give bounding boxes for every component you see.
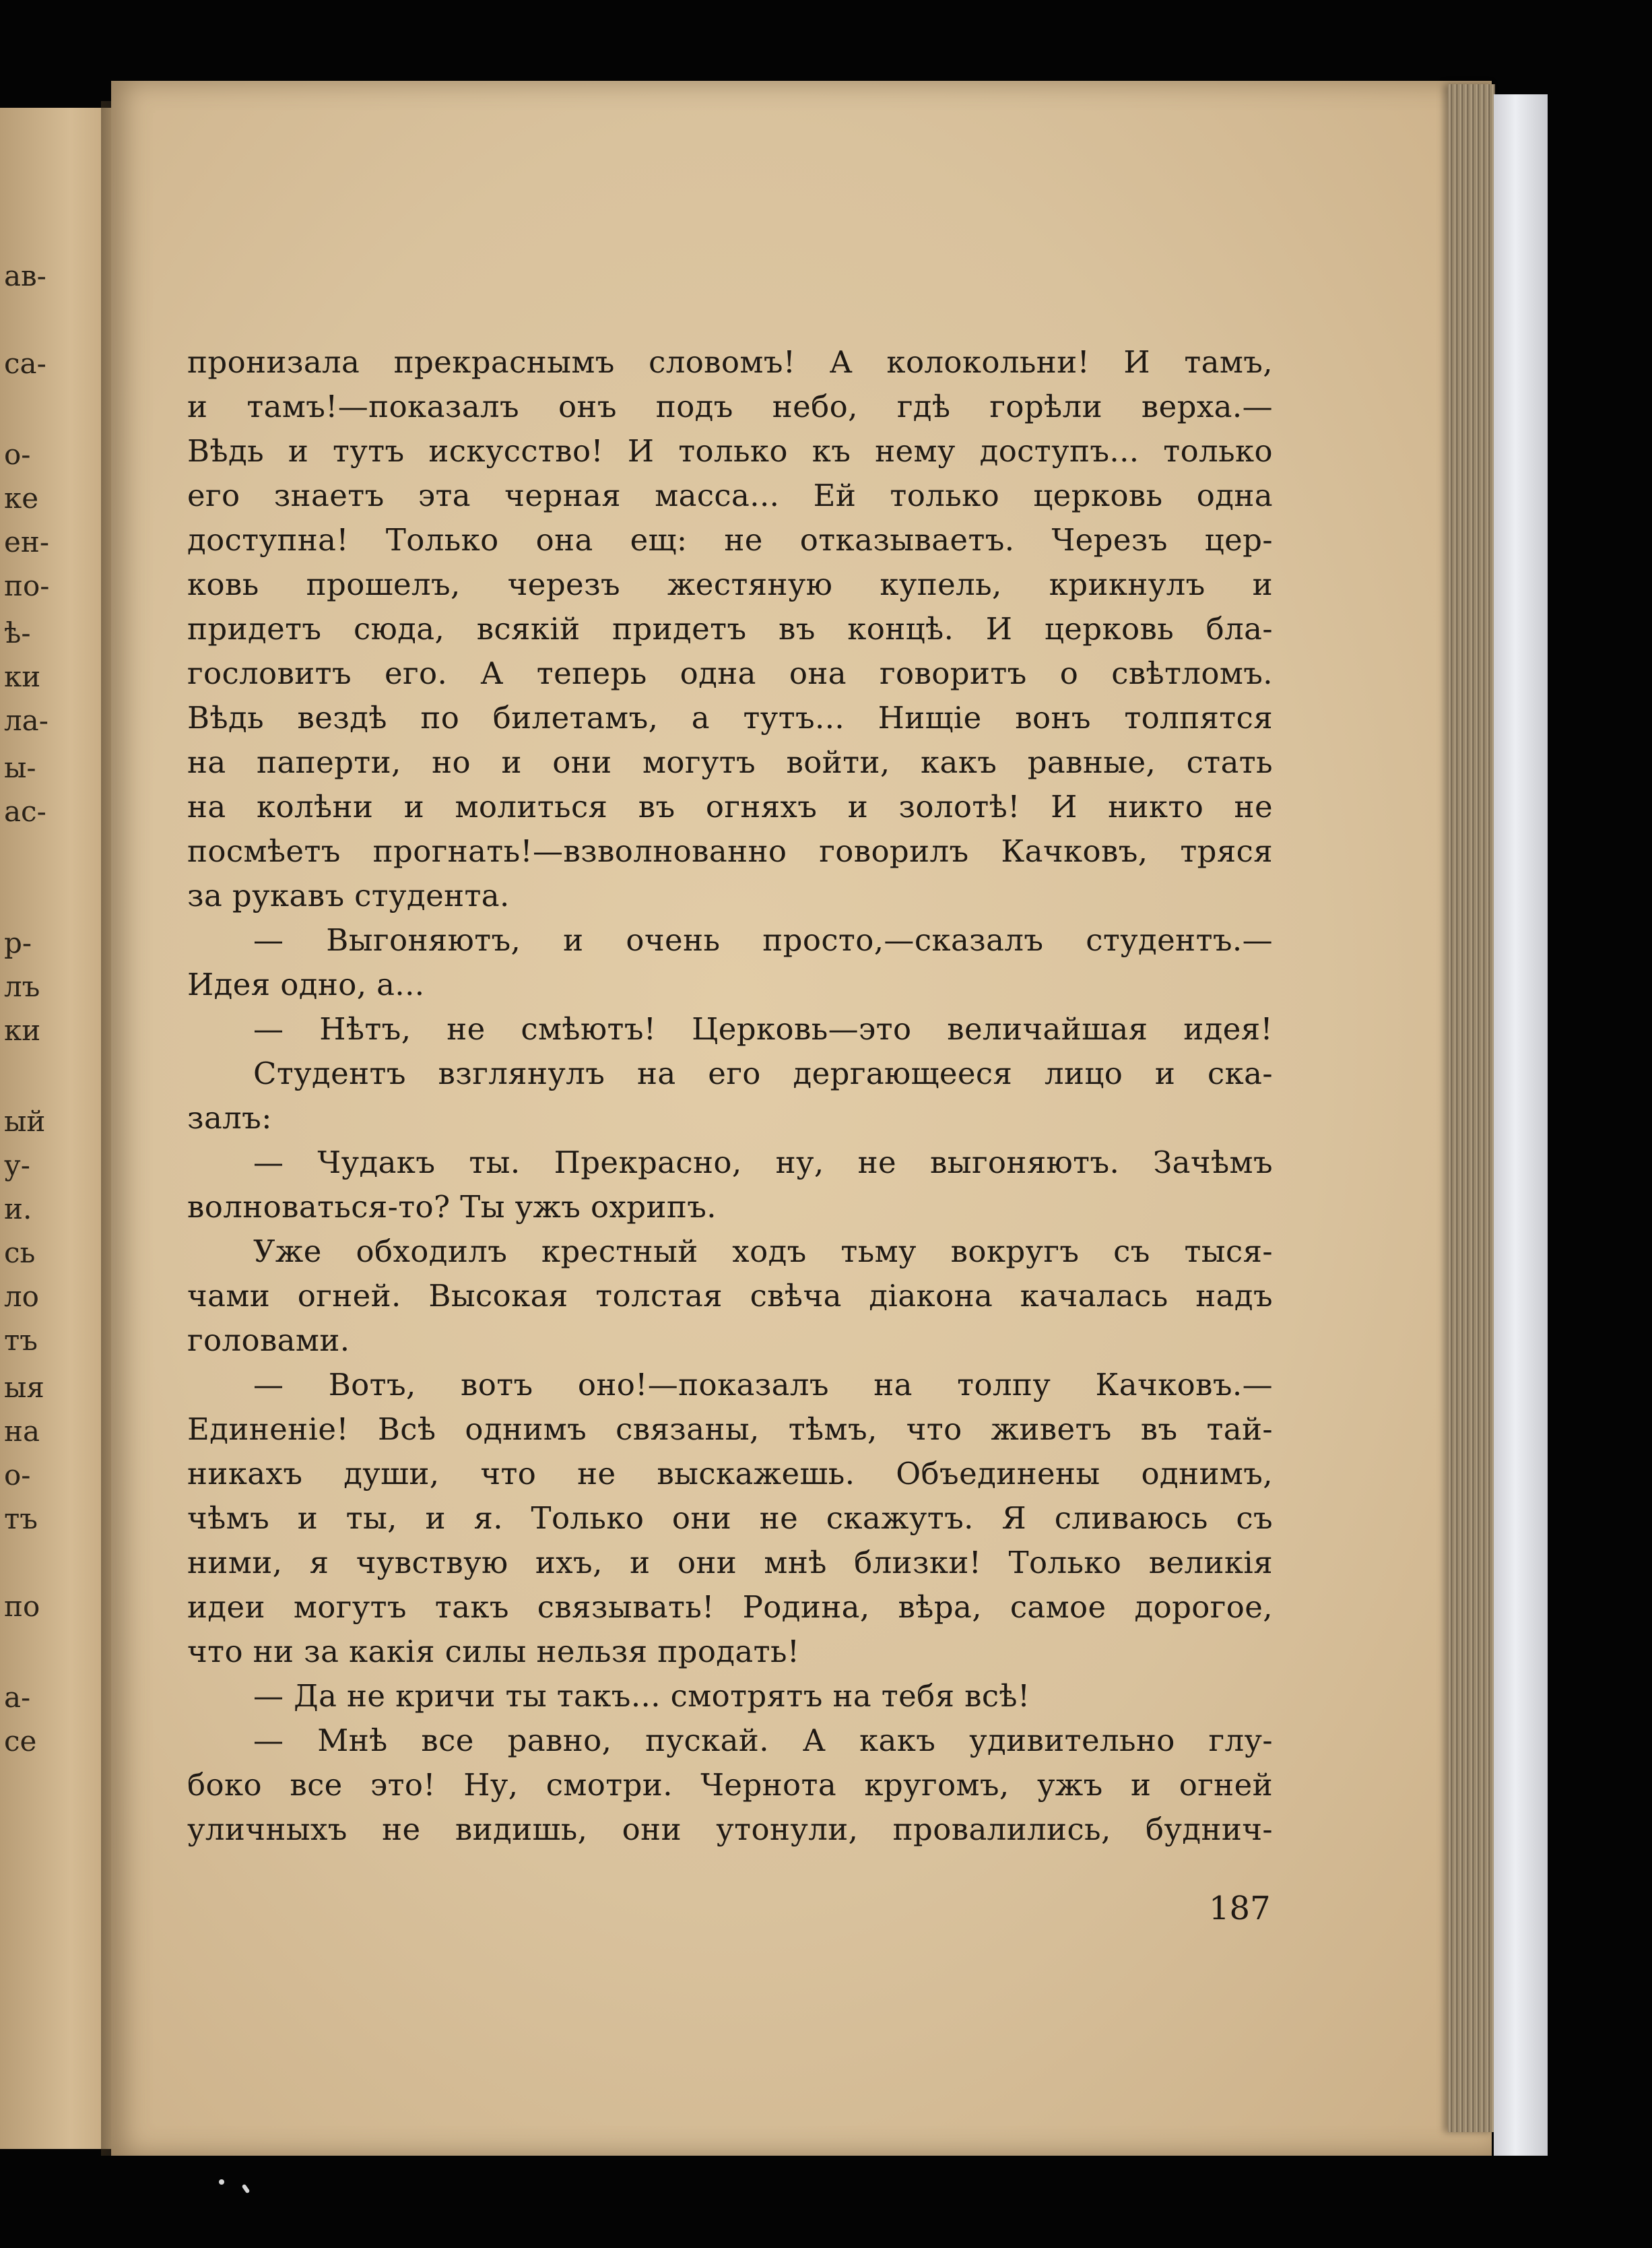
left-page-text-fragment: сь: [4, 1236, 36, 1269]
text-line: доступна! Только она ещ: не отказываетъ. Черезъ цер-: [187, 522, 1273, 558]
left-page-text-fragment: и.: [4, 1192, 32, 1225]
text-line: залъ:: [187, 1100, 272, 1136]
text-line: идеи могутъ такъ связывать! Родина, вѣра, самое дорогое,: [187, 1589, 1273, 1625]
left-page-text-fragment: ке: [4, 482, 39, 515]
text-line: гословитъ его. А теперь одна она говоритъ о свѣтломъ.: [187, 655, 1273, 691]
left-page-text-fragment: ыя: [4, 1371, 44, 1404]
left-page-text-fragment: р-: [4, 926, 32, 959]
left-page-text-fragment: ла-: [4, 704, 48, 737]
text-line: боко все это! Ну, смотри. Чернота кругомъ, ужъ и огней: [187, 1767, 1273, 1803]
text-line: Вѣдь и тутъ искусство! И только къ нему доступъ... только: [187, 433, 1273, 469]
left-page-text-fragment: тъ: [4, 1502, 38, 1535]
text-line: что ни за какія силы нельзя продать!: [187, 1634, 800, 1669]
text-line: — Мнѣ все равно, пускай. А какъ удивительно глу-: [253, 1723, 1273, 1758]
text-line: — Да не кричи ты такъ... смотрятъ на тебя всѣ!: [253, 1678, 1030, 1714]
left-page-text-fragment: ѣ-: [4, 616, 31, 649]
text-line: уличныхъ не видишь, они утонули, провалились, буднич-: [187, 1811, 1273, 1847]
left-page-text-fragment: по: [4, 1590, 40, 1623]
text-line: ковь прошелъ, черезъ жестяную купель, крикнулъ и: [187, 567, 1273, 602]
text-line: его знаетъ эта черная масса... Ей только церковь одна: [187, 478, 1273, 513]
left-page-text-fragment: ый: [4, 1105, 46, 1138]
left-page-text-fragment: о-: [4, 1458, 31, 1491]
text-line: Идея одно, а...: [187, 967, 425, 1002]
text-line: чѣмъ и ты, и я. Только они не скажутъ. Я сливаюсь съ: [187, 1500, 1273, 1536]
text-line: никахъ души, что не выскажешь. Объединены однимъ,: [187, 1456, 1273, 1491]
text-line: — Вотъ, вотъ оно!—показалъ на толпу Качковъ.—: [253, 1367, 1273, 1403]
left-page-text-fragment: ки: [4, 1014, 41, 1047]
left-page-text-fragment: ас-: [4, 795, 46, 828]
page-stack-edges: [1448, 84, 1495, 2132]
text-line: волноваться-то? Ты ужъ охрипъ.: [187, 1189, 717, 1225]
page-number: 187: [1209, 1890, 1271, 1927]
page-text: [187, 340, 1273, 1852]
left-page-text-fragment: ен-: [4, 525, 50, 558]
left-page-text-fragment: са-: [4, 347, 46, 380]
left-page-text-fragment: тъ: [4, 1324, 38, 1357]
text-line: — Нѣтъ, не смѣютъ! Церковь—это величайшая идея!: [253, 1011, 1273, 1047]
left-page-text-fragment: ло: [4, 1280, 39, 1313]
text-line: придетъ сюда, всякій придетъ въ концѣ. И церковь бла-: [187, 611, 1273, 647]
left-page-text-fragment: се: [4, 1725, 37, 1758]
left-page-text-fragment: ки: [4, 660, 41, 693]
left-page-text-fragment: лъ: [4, 970, 40, 1003]
text-line: Студентъ взглянулъ на его дергающееся лицо и ска-: [253, 1056, 1273, 1091]
left-page-text-fragment: по-: [4, 569, 50, 602]
text-line: и тамъ!—показалъ онъ подъ небо, гдѣ горѣли верха.—: [187, 389, 1273, 424]
text-line: ними, я чувствую ихъ, и они мнѣ близки! Только великія: [187, 1545, 1273, 1580]
text-line: — Чудакъ ты. Прекрасно, ну, не выгоняютъ. Зачѣмъ: [253, 1145, 1273, 1180]
text-line: на колѣни и молиться въ огняхъ и золотѣ! И никто не: [187, 789, 1273, 825]
text-line: Единеніе! Всѣ однимъ связаны, тѣмъ, что живетъ въ тай-: [187, 1411, 1273, 1447]
left-page-text-fragment: ы-: [4, 751, 36, 784]
text-line: на паперти, но и они могутъ войти, какъ равные, стать: [187, 744, 1273, 780]
book-cover-board: [1494, 94, 1548, 2156]
text-line: пронизала прекраснымъ словомъ! А колокольни! И тамъ,: [187, 344, 1273, 380]
left-page-text-fragment: у-: [4, 1149, 30, 1182]
text-line: чами огней. Высокая толстая свѣча діакона качалась надъ: [187, 1278, 1273, 1314]
left-page-text-fragment: на: [4, 1415, 40, 1448]
text-line: за рукавъ студента.: [187, 878, 510, 913]
text-line: Уже обходилъ крестный ходъ тьму вокругъ съ тыся-: [253, 1233, 1273, 1269]
text-line: головами.: [187, 1322, 350, 1358]
text-line: — Выгоняютъ, и очень просто,—сказалъ студентъ.—: [253, 922, 1273, 958]
left-page-text-fragment: ав-: [4, 259, 46, 292]
text-line: посмѣетъ прогнать!—взволнованно говорилъ Качковъ, тряся: [187, 833, 1273, 869]
text-line: Вѣдь вездѣ по билетамъ, а тутъ... Нищіе вонъ толпятся: [187, 700, 1273, 736]
left-page-text-fragment: о-: [4, 438, 31, 471]
left-page-text-fragment: а-: [4, 1681, 31, 1714]
dust-speck: [219, 2179, 224, 2185]
left-page-edge: [0, 108, 118, 2149]
